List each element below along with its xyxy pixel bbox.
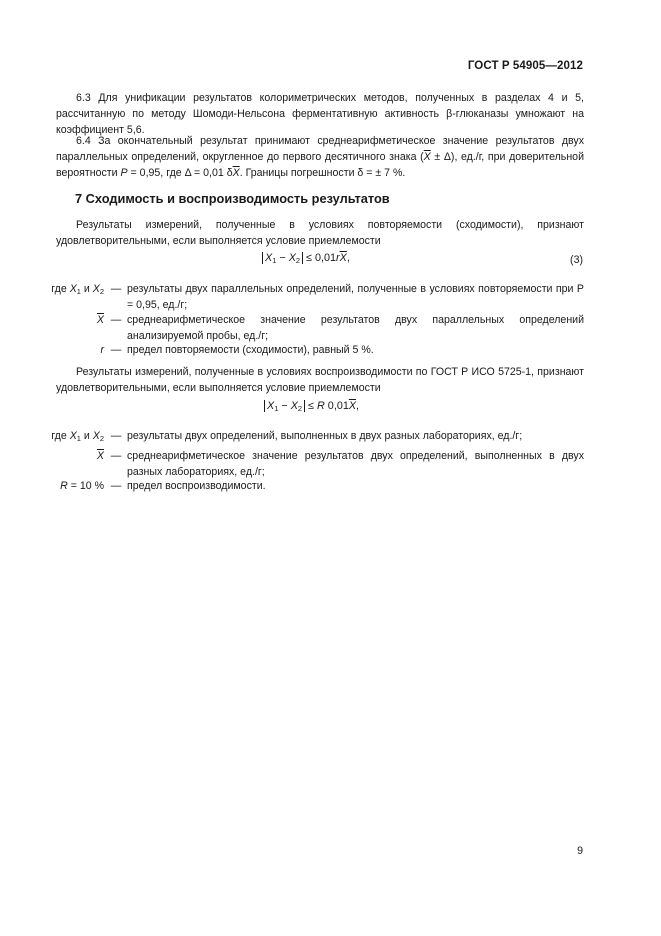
f2-coef: 0,01	[324, 400, 349, 412]
def2-text-3: предел воспроизводимости.	[127, 480, 266, 492]
def1-x1: X	[69, 283, 77, 295]
def2-term-x1x2	[40, 429, 104, 447]
f2-minus: −	[278, 400, 291, 412]
def1-dash-1: —	[110, 283, 122, 295]
def1-dash-2: —	[110, 314, 122, 326]
f2-xbar: $\overline{X}$	[348, 400, 357, 412]
f2-x1: X	[267, 400, 275, 412]
def2-x1: X	[69, 430, 77, 442]
f1-minus: −	[276, 252, 289, 264]
def1-r: r	[100, 344, 104, 356]
def2-text-2: среднеарифметическое значение результатов двух определений, выполненных в двух разных лабораториях, ед./г;	[127, 450, 584, 478]
def1-xbar: $\overline{X}$	[96, 314, 104, 326]
f1-x1: X	[265, 252, 273, 264]
def2-text-1: результаты двух определений, выполненных в двух разных лабораториях, ед./г;	[127, 430, 523, 442]
p64-part-d: . Границы погрешности δ = ± 7 %.	[239, 167, 406, 179]
def1-text-2: среднеарифметическое значение результатов двух параллельных определений анализируемой пробы, ед./г;	[127, 314, 584, 342]
def1-sub2: 2	[99, 287, 104, 296]
formula-repeatability	[262, 252, 350, 265]
f2-x2: X	[290, 400, 298, 412]
def1-pre: где	[51, 283, 70, 295]
def2-R: R	[60, 480, 68, 492]
def2-and: и	[80, 430, 93, 442]
intro-reproducibility-text: Результаты измерений, полученные в условиях воспроизводимости по ГОСТ Р ИСО 5725-1, признают удовлетворительными, если выполняется условие приемлемости	[56, 366, 584, 394]
f1-xbar: $\overline{X}$	[339, 252, 347, 264]
f2-end: ,	[356, 400, 360, 412]
intro-reproducibility	[56, 364, 584, 396]
f1-x2: X	[288, 252, 296, 264]
page-number: 9	[577, 845, 583, 857]
def2-pre: где	[51, 430, 70, 442]
p64-p-symbol: P	[120, 167, 128, 179]
def2-xbar: $\overline{X}$	[96, 450, 104, 462]
paragraph-6-3	[56, 90, 584, 138]
f1-sub1: 1	[272, 256, 277, 265]
p64-part-c: = 0,95, где Δ = 0,01 δ	[127, 167, 233, 179]
p64-part-a: 6.4 За окончательный результат принимают среднеарифметическое значение результатов двух параллельных определений, округленное до первого десятичного знака (	[56, 135, 584, 163]
section-7-heading: 7 Сходимость и воспроизводимость результатов	[75, 191, 390, 206]
def1-and: и	[80, 283, 93, 295]
def1-term-r	[40, 343, 104, 359]
def1-text-1: результаты двух параллельных определений, полученные в условиях повторяемости при P = 0,95, ед./г;	[127, 283, 584, 311]
f2-R: R	[317, 400, 325, 412]
p64-part-b: ± Δ), ед./г, при доверительной вероятности	[56, 151, 584, 179]
p64-xbar-2: $\overline{X}$	[232, 167, 240, 179]
intro-repeatability-text: Результаты измерений, полученные в условиях повторяемости (сходимости), признают удовлетворительными, если выполняется условие приемлемости	[56, 219, 584, 247]
def2-x2: X	[92, 430, 100, 442]
def2-dash-2: —	[110, 450, 122, 462]
f1-end: ,	[346, 252, 350, 264]
def2-term-xbar	[40, 449, 104, 465]
def1-sub1: 1	[76, 287, 81, 296]
def2-R-value: = 10 %	[67, 480, 104, 492]
intro-repeatability	[56, 217, 584, 249]
def2-term-R	[40, 479, 104, 495]
document-id-header: ГОСТ Р 54905—2012	[467, 60, 583, 72]
f2-sub2: 2	[297, 404, 303, 413]
formula-reproducibility	[264, 400, 359, 413]
def1-text-3: предел повторяемости (сходимости), равный 5 %.	[127, 344, 374, 356]
f1-sub2: 2	[295, 256, 301, 265]
def2-dash-3: —	[110, 480, 122, 492]
f1-r: r	[336, 252, 340, 264]
formula2-abs	[264, 400, 305, 412]
equation-number: (3)	[570, 254, 583, 266]
f1-rel: ≤ 0,01	[303, 252, 337, 264]
def2-dash-1: —	[110, 430, 122, 442]
def1-dash-3: —	[110, 344, 122, 356]
def1-term-xbar	[40, 313, 104, 329]
paragraph-6-4	[56, 133, 584, 181]
formula1-abs	[262, 252, 303, 264]
def1-x2: X	[92, 283, 100, 295]
f2-rel: ≤	[305, 400, 317, 412]
def1-term-x1x2	[40, 282, 104, 300]
f2-sub1: 1	[274, 404, 279, 413]
paragraph-6-3-text: 6.3 Для унификации результатов колориметрических методов, полученных в разделах 4 и 5, рассчитанную по методу Шомоди-Нельсона ферментативную активность β-глюканазы умножают на коэффициент 5,6.	[56, 92, 584, 136]
def2-sub1: 1	[76, 434, 81, 443]
def2-sub2: 2	[99, 434, 104, 443]
p64-xbar: $\overline{X}$	[423, 151, 431, 163]
